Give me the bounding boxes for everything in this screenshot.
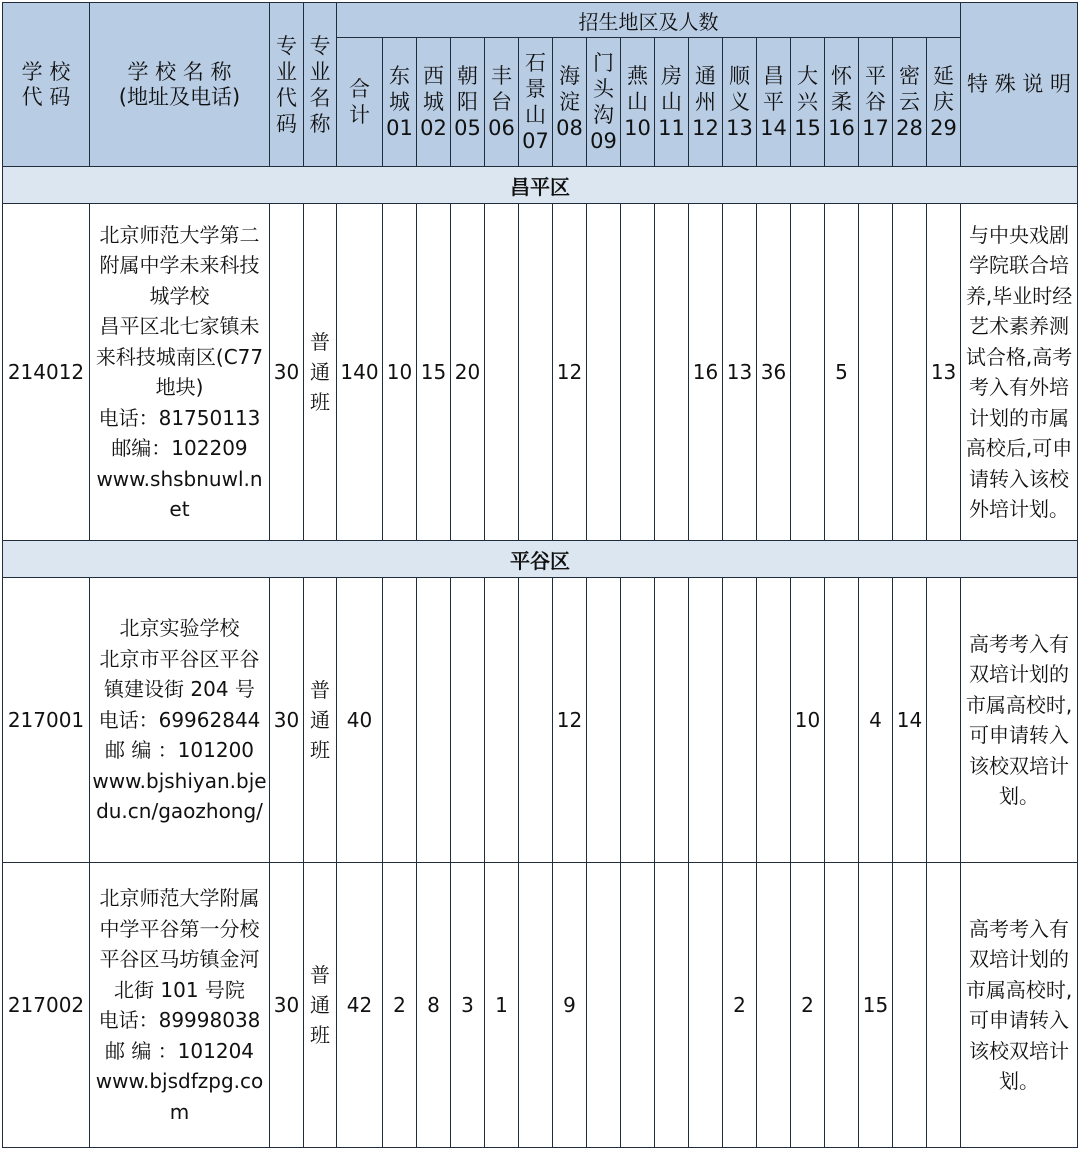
district-name-char: 朝 [457,64,478,88]
major-code: 30 [270,863,304,1148]
district-name-char: 义 [729,90,750,114]
district-count-08: 12 [553,204,587,541]
district-code: 08 [556,116,583,140]
header-district-17 [859,38,893,167]
section-title: 昌平区 [3,167,1078,204]
header-region-title: 招生地区及人数 [337,3,961,38]
district-count-13 [723,578,757,863]
district-name-char: 燕 [627,64,648,88]
header-school-name-line1: 学 校 名 称 [127,59,232,84]
district-count-12 [689,578,723,863]
header-major-name [304,3,337,167]
district-code: 02 [420,116,447,140]
district-name-char: 城 [423,90,444,114]
district-count-14 [757,578,791,863]
district-name-char: 平 [865,64,886,88]
school-info-line: 电话：89998038 [98,1008,261,1032]
district-name-char: 山 [525,103,546,127]
district-name-char: 淀 [559,90,580,114]
district-count-28 [893,863,927,1148]
district-name-char: 谷 [865,90,886,114]
school-info [90,578,270,863]
district-count-05: 3 [451,863,485,1148]
header-school-code [3,3,90,167]
district-name-char: 柔 [831,90,852,114]
header-district-09 [587,38,621,167]
district-name-char: 顺 [729,64,750,88]
district-code: 06 [488,116,515,140]
special-notes: 与中央戏剧学院联合培养,毕业时经艺术素养测试合格,高考考入有外培计划的市属高校后,可申请转入该校外培计划。 [961,204,1078,541]
district-count-02 [417,578,451,863]
district-count-01 [383,578,417,863]
district-count-16: 5 [825,204,859,541]
district-code: 05 [454,116,481,140]
school-info [90,204,270,541]
district-count-11 [655,204,689,541]
district-count-13: 13 [723,204,757,541]
section-title: 平谷区 [3,541,1078,578]
district-count-14: 36 [757,204,791,541]
table-row [3,204,1078,541]
district-name-char: 沟 [593,103,614,127]
district-name-char: 丰 [491,64,512,88]
district-count-09 [587,863,621,1148]
district-count-15: 2 [791,863,825,1148]
district-count-10 [621,204,655,541]
school-code: 214012 [3,204,90,541]
district-name-char: 山 [661,90,682,114]
district-name-char: 东 [389,64,410,88]
special-notes: 高考考入有双培计划的市属高校时,可申请转入该校双培计划。 [961,578,1078,863]
school-info-line: 邮 编 ：101204 [104,1038,255,1063]
major-name: 普 通 班 [304,204,337,541]
district-code: 01 [386,116,413,140]
school-info-line: 北京师范大学附属中学平谷第一分校 [99,886,260,941]
district-code: 13 [726,116,753,140]
section-row [3,541,1078,578]
district-code: 11 [658,116,685,140]
district-count-16 [825,863,859,1148]
district-count-29: 13 [927,204,961,541]
district-name-char: 石 [525,51,546,75]
district-count-15: 10 [791,578,825,863]
header-district-11 [655,38,689,167]
district-count-05: 20 [451,204,485,541]
district-count-01: 10 [383,204,417,541]
total-count: 40 [337,578,383,863]
header-district-29 [927,38,961,167]
header-district-05 [451,38,485,167]
district-name-char: 城 [389,90,410,114]
district-count-17: 15 [859,863,893,1148]
school-info [90,863,270,1148]
district-name-char: 山 [627,90,648,114]
district-code: 16 [828,116,855,140]
major-name: 普 通 班 [304,578,337,863]
district-name-char: 台 [491,90,512,114]
header-district-12 [689,38,723,167]
school-info-line: 邮编：102209 [111,436,248,460]
header-district-13 [723,38,757,167]
header-district-14 [757,38,791,167]
header-district-28 [893,38,927,167]
district-name-char: 门 [593,51,614,75]
district-code: 29 [930,116,957,140]
district-code: 17 [862,116,889,140]
district-count-29 [927,863,961,1148]
header-school-name [90,3,270,167]
school-info-line: 北京市平谷区平谷镇建设街 204 号 [99,646,260,702]
district-count-10 [621,863,655,1148]
header-district-10 [621,38,655,167]
header-notes: 特 殊 说 明 [961,3,1078,167]
header-district-16 [825,38,859,167]
district-count-07 [519,204,553,541]
major-name: 普 通 班 [304,863,337,1148]
school-info-line: 电话：81750113 [98,405,261,430]
district-name-char: 云 [899,90,920,114]
district-name-char: 州 [695,90,716,114]
district-count-09 [587,204,621,541]
district-name-char: 房 [661,64,682,88]
district-count-16 [825,578,859,863]
district-count-28: 14 [893,578,927,863]
school-info-line: 平谷区马坊镇金河北街 101 号院 [99,947,260,1002]
major-code: 30 [270,204,304,541]
district-count-02: 8 [417,863,451,1148]
header-school-code-line2: 代 码 [21,84,71,109]
header-district-15 [791,38,825,167]
header-district-08 [553,38,587,167]
district-count-14 [757,863,791,1148]
district-count-07 [519,578,553,863]
district-count-09 [587,578,621,863]
section-row [3,167,1078,204]
school-info-line: www.shsbnuwl.net [96,466,263,521]
district-count-07 [519,863,553,1148]
school-info-line: 北京实验学校 [119,616,240,641]
district-count-05 [451,578,485,863]
district-count-13: 2 [723,863,757,1148]
header-school-name-line2: (地址及电话) [118,84,241,109]
school-info-line: www.bjshiyan.bjedu.cn/gaozhong/ [92,768,267,824]
district-name-char: 头 [593,77,614,101]
district-count-15 [791,204,825,541]
school-info-line: 电话：69962844 [98,707,261,732]
district-name-char: 怀 [831,64,852,88]
district-count-28 [893,204,927,541]
district-name-char: 通 [695,64,716,88]
district-count-06 [485,578,519,863]
district-name-char: 兴 [797,90,818,114]
district-name-char: 庆 [933,90,955,114]
district-code: 07 [522,129,549,153]
district-count-10 [621,578,655,863]
district-count-11 [655,863,689,1148]
total-count: 42 [337,863,383,1148]
school-code: 217001 [3,578,90,863]
district-count-11 [655,578,689,863]
header-total-text: 合 计 [349,77,370,127]
district-name-char: 昌 [763,64,784,88]
school-info-line: 邮 编 ：101200 [104,738,255,763]
header-district-02 [417,38,451,167]
district-name-char: 大 [797,64,818,88]
district-code: 09 [590,129,617,153]
header-major-code-text: 专 业 代 码 [276,33,297,136]
district-count-01: 2 [383,863,417,1148]
district-name-char: 平 [763,90,784,114]
header-district-01 [383,38,417,167]
district-name-char: 阳 [457,90,478,114]
table-row [3,578,1078,863]
table-row [3,863,1078,1148]
admissions-table [2,2,1078,1148]
header-total [337,38,383,167]
district-count-06: 1 [485,863,519,1148]
district-count-17 [859,204,893,541]
district-count-02: 15 [417,204,451,541]
major-code: 30 [270,578,304,863]
district-count-08: 9 [553,863,587,1148]
header-major-name-text: 专 业 名 称 [309,33,331,136]
district-name-char: 西 [423,64,444,88]
district-count-08: 12 [553,578,587,863]
district-code: 28 [896,116,923,140]
school-info-line: 北京师范大学第二附属中学未来科技城学校 [99,222,260,308]
header-district-07 [519,38,553,167]
district-name-char: 景 [525,77,546,101]
district-code: 14 [760,116,787,140]
header-major-code [270,3,304,167]
district-count-12: 16 [689,204,723,541]
district-code: 12 [692,116,719,140]
school-info-line: 昌平区北七家镇未来科技城南区(C77 地块) [95,314,264,399]
district-count-29 [927,578,961,863]
special-notes: 高考考入有双培计划的市属高校时,可申请转入该校双培计划。 [961,863,1078,1148]
district-count-06 [485,204,519,541]
district-code: 15 [794,116,821,140]
total-count: 140 [337,204,383,541]
district-name-char: 延 [933,64,955,88]
district-count-12 [689,863,723,1148]
header-district-06 [485,38,519,167]
school-info-line: www.bjsdfzpg.com [95,1069,264,1124]
district-code: 10 [624,116,651,140]
district-name-char: 海 [559,64,580,88]
header-school-code-line1: 学 校 [21,59,71,84]
district-count-17: 4 [859,578,893,863]
school-code: 217002 [3,863,90,1148]
district-name-char: 密 [899,64,920,88]
